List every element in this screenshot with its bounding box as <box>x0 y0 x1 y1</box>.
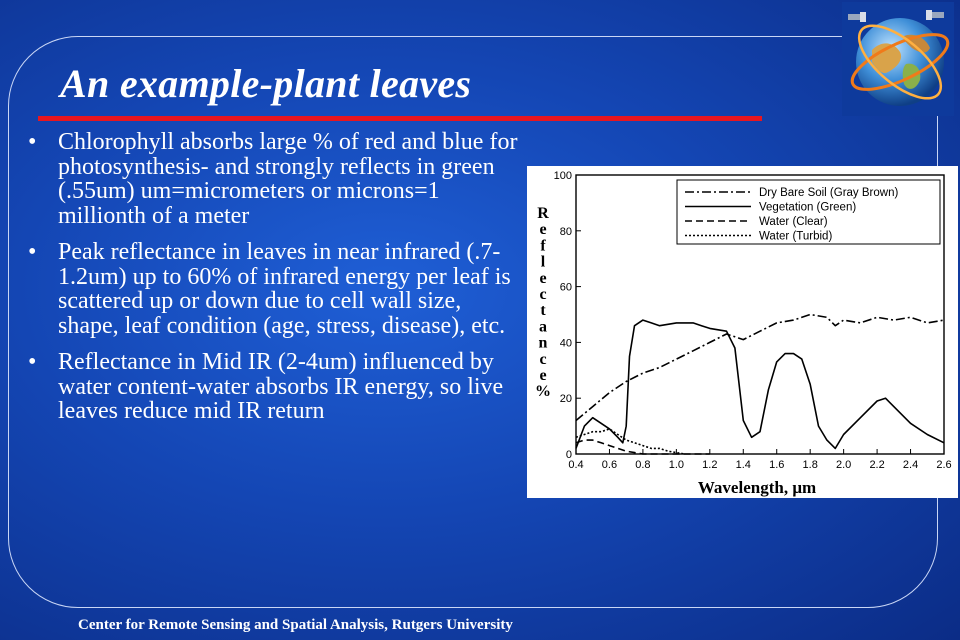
x-tick-label: 0.6 <box>601 459 618 471</box>
y-tick-label: 40 <box>559 337 572 350</box>
x-tick-label: 2.4 <box>902 459 919 471</box>
logo <box>842 2 954 116</box>
y-axis-label-char: t <box>540 302 546 320</box>
y-axis-label <box>535 205 551 400</box>
bullet-item <box>24 130 524 228</box>
bullet-text: Peak reflectance in leaves in near infrared (.7-1.2um) up to 60% of infrared energy per leaf is scattered up or down due to cell wall size, shape, leaf condition (age, stress, disease), etc. <box>58 239 511 339</box>
y-tick-label: 80 <box>559 225 572 238</box>
y-axis-label-char: e <box>539 269 547 287</box>
bullet-text: Reflectance in Mid IR (2-4um) influenced by water content-water absorbs IR energy, so live leaves reduce mid IR return <box>58 349 504 424</box>
x-tick-label: 2.2 <box>869 459 885 471</box>
legend-label: Water (Turbid) <box>759 230 833 243</box>
y-tick-label: 60 <box>559 281 572 294</box>
plot-area <box>554 170 952 471</box>
chart-svg <box>527 166 958 498</box>
x-tick-label: 1.2 <box>702 459 718 471</box>
series-line-0 <box>576 315 944 421</box>
bullet-symbol: • <box>28 129 37 155</box>
bullet-item <box>24 350 524 424</box>
globe-satellite-icon <box>842 2 954 116</box>
y-axis-label-char: c <box>539 350 547 368</box>
x-tick-label: 0.4 <box>568 459 584 471</box>
x-axis-label: Wavelength, μm <box>697 478 817 497</box>
y-axis-label-char: R <box>537 205 549 222</box>
x-tick-label: 1.8 <box>802 459 818 471</box>
x-tick-label: 1.4 <box>735 459 751 471</box>
y-tick-label: 0 <box>565 449 572 461</box>
bullet-item <box>24 240 524 338</box>
footer: Center for Remote Sensing and Spatial Analysis, Rutgers University <box>78 617 513 633</box>
bullet-symbol: • <box>28 239 37 265</box>
x-tick-label: 2.6 <box>936 459 952 471</box>
y-axis-label-char: a <box>539 318 547 336</box>
y-tick-label: 20 <box>559 393 572 406</box>
y-axis-label-char: e <box>539 221 547 239</box>
legend-label: Vegetation (Green) <box>759 201 857 214</box>
y-axis-label-char: % <box>535 383 551 401</box>
x-tick-label: 1.6 <box>769 459 785 471</box>
y-axis-label-char: f <box>540 237 546 255</box>
bullet-text: Chlorophyll absorbs large % of red and blue for photosynthesis- and strongly reflects in green (.55um) um=micrometers or microns=1 millionth of a meter <box>58 129 518 229</box>
legend-label: Dry Bare Soil (Gray Brown) <box>759 187 899 199</box>
slide-title: An example-plant leaves <box>60 61 472 106</box>
y-tick-label: 100 <box>553 170 572 182</box>
y-axis-label-char: n <box>538 334 548 352</box>
bullet-symbol: • <box>28 349 37 375</box>
title-rule <box>38 116 762 121</box>
x-tick-label: 0.8 <box>635 459 651 471</box>
series-line-3 <box>576 429 685 454</box>
series-line-1 <box>576 320 944 448</box>
y-axis-label-char: c <box>539 286 547 303</box>
legend-label: Water (Clear) <box>759 216 828 228</box>
reflectance-chart <box>527 166 958 498</box>
y-axis-label-char: l <box>540 253 546 271</box>
x-tick-label: 2.0 <box>835 459 852 471</box>
y-axis-label-char: e <box>539 367 547 384</box>
bullet-list <box>24 130 524 436</box>
x-tick-label: 1.0 <box>668 459 685 471</box>
